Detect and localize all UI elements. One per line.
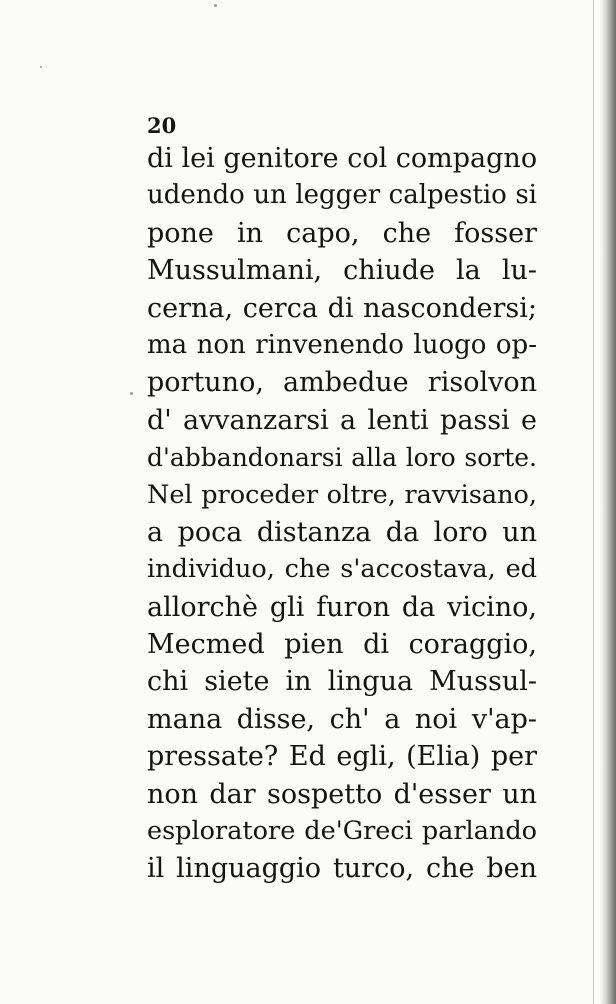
page-number: 20 <box>147 113 177 138</box>
paper-speck <box>40 66 42 68</box>
gutter-line <box>593 0 594 1004</box>
text-line: individuo, che s'accostava, ed <box>147 554 537 585</box>
text-line: udendo un legger calpestio si <box>147 180 537 211</box>
text-line: Nel proceder oltre, ravvisano, <box>147 479 537 510</box>
text-line: chi siete in lingua Mussul- <box>147 666 537 698</box>
text-line: non dar sospetto d'esser un <box>147 778 537 810</box>
text-line: Mussulmani, chiude la lu- <box>147 255 537 287</box>
text-line: pone in capo, che fosser <box>147 217 537 249</box>
text-line: Mecmed pien di coraggio, <box>147 629 537 661</box>
text-line: allorchè gli furon da vicino, <box>147 591 537 623</box>
text-line: portuno, ambedue risolvon <box>147 367 537 399</box>
text-line: il linguaggio turco, che ben <box>147 853 537 885</box>
text-line: di lei genitore col compagno <box>147 143 538 174</box>
text-line: d'abbandonarsi alla loro sorte. <box>147 443 537 473</box>
paper-speck <box>214 4 217 7</box>
text-line: ma non rinvenendo luogo op- <box>147 329 537 360</box>
book-gutter-shadow <box>600 0 616 1004</box>
text-line: mana disse, ch' a noi v'ap- <box>147 703 537 735</box>
paper-speck <box>130 392 133 395</box>
text-line: d' avvanzarsi a lenti passi e <box>147 404 537 436</box>
text-line: esploratore de'Greci parlando <box>147 816 537 847</box>
text-line: pressate? Ed egli, (Elia) per <box>147 741 537 773</box>
text-line: a poca distanza da loro un <box>147 516 537 548</box>
text-line: cerna, cerca di nascondersi; <box>147 292 537 324</box>
body-text <box>147 140 537 888</box>
